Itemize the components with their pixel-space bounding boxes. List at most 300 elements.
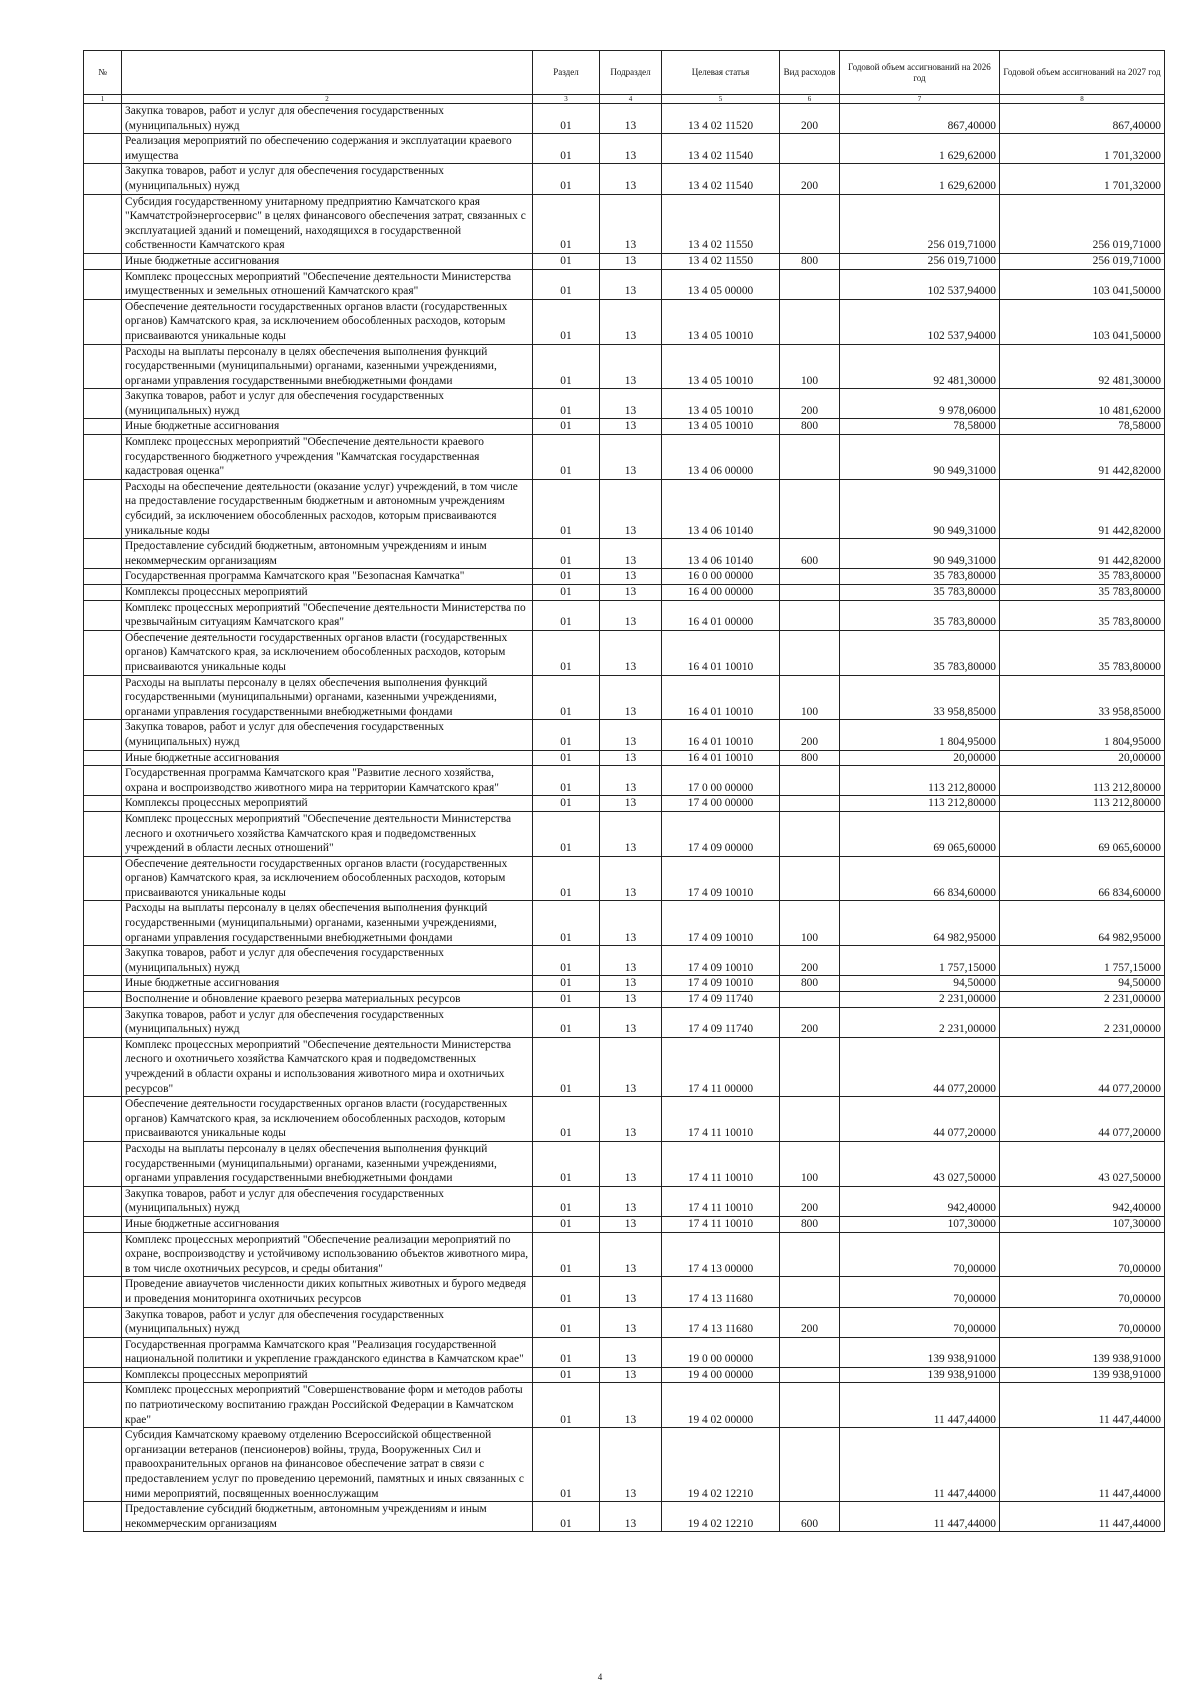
amount-2027-cell: 35 783,80000	[1000, 600, 1165, 630]
row-number-cell	[84, 1037, 122, 1096]
razdel-cell: 01	[533, 750, 600, 766]
amount-2026-cell: 256 019,71000	[840, 194, 1000, 253]
amount-2026-cell: 867,40000	[840, 104, 1000, 134]
header-row	[84, 51, 1165, 95]
amount-2026-cell: 70,00000	[840, 1307, 1000, 1337]
target-article-cell: 16 4 01 10010	[662, 675, 780, 720]
razdel-cell: 01	[533, 569, 600, 585]
expense-type-cell	[780, 479, 840, 538]
razdel-cell: 01	[533, 479, 600, 538]
row-number-cell	[84, 720, 122, 750]
description-cell: Субсидия государственному унитарному предприятию Камчатского края "Камчатстройэнергосервис" в целях финансового обеспечения затрат, связанных с эксплуатацией зданий и помещений, находящихся в государственной собственности Камчатского края	[122, 194, 533, 253]
razdel-cell: 01	[533, 720, 600, 750]
row-number-cell	[84, 976, 122, 992]
podrazdel-cell: 13	[600, 750, 662, 766]
target-article-cell: 13 4 06 10140	[662, 539, 780, 569]
description-cell: Восполнение и обновление краевого резерва материальных ресурсов	[122, 992, 533, 1008]
table-row	[84, 750, 1165, 766]
description-cell: Государственная программа Камчатского края "Безопасная Камчатка"	[122, 569, 533, 585]
expense-type-cell: 200	[780, 389, 840, 419]
amount-2026-cell: 44 077,20000	[840, 1037, 1000, 1096]
target-article-cell: 13 4 02 11520	[662, 104, 780, 134]
amount-2026-cell: 1 629,62000	[840, 134, 1000, 164]
expense-type-cell	[780, 1232, 840, 1277]
row-number-cell	[84, 194, 122, 253]
target-article-cell: 17 4 09 10010	[662, 976, 780, 992]
podrazdel-cell: 13	[600, 946, 662, 976]
amount-2026-cell: 1 757,15000	[840, 946, 1000, 976]
row-number-cell	[84, 750, 122, 766]
row-number-cell	[84, 585, 122, 601]
target-article-cell: 13 4 06 00000	[662, 435, 780, 480]
table-row	[84, 946, 1165, 976]
podrazdel-cell: 13	[600, 269, 662, 299]
podrazdel-cell: 13	[600, 1186, 662, 1216]
target-article-cell: 17 4 13 11680	[662, 1277, 780, 1307]
target-article-cell: 16 4 01 10010	[662, 750, 780, 766]
column-number-row	[84, 95, 1165, 104]
table-row	[84, 720, 1165, 750]
table-row	[84, 1367, 1165, 1383]
table-row	[84, 479, 1165, 538]
podrazdel-cell: 13	[600, 1141, 662, 1186]
amount-2027-cell: 1 757,15000	[1000, 946, 1165, 976]
description-cell: Закупка товаров, работ и услуг для обеспечения государственных (муниципальных) нужд	[122, 1307, 533, 1337]
podrazdel-cell: 13	[600, 419, 662, 435]
podrazdel-cell: 13	[600, 1307, 662, 1337]
podrazdel-cell: 13	[600, 344, 662, 389]
description-cell: Государственная программа Камчатского края "Реализация государственной национальной политики и укрепление гражданского единства в Камчатском крае"	[122, 1337, 533, 1367]
podrazdel-cell: 13	[600, 992, 662, 1008]
expense-type-cell: 200	[780, 1186, 840, 1216]
description-cell: Государственная программа Камчатского края "Развитие лесного хозяйства, охрана и воспроизводство животного мира на территории Камчатского края"	[122, 766, 533, 796]
amount-2027-cell: 11 447,44000	[1000, 1502, 1165, 1532]
podrazdel-cell: 13	[600, 1216, 662, 1232]
row-number-cell	[84, 479, 122, 538]
row-number-cell	[84, 104, 122, 134]
expense-type-cell: 600	[780, 1502, 840, 1532]
row-number-cell	[84, 1141, 122, 1186]
description-cell: Реализация мероприятий по обеспечению содержания и эксплуатации краевого имущества	[122, 134, 533, 164]
description-cell: Обеспечение деятельности государственных органов власти (государственных органов) Камчатского края, за исключением обособленных расходов, которым присваиваются уникальные коды	[122, 299, 533, 344]
description-cell: Обеспечение деятельности государственных органов власти (государственных органов) Камчатского края, за исключением обособленных расходов, которым присваиваются уникальные коды	[122, 630, 533, 675]
amount-2026-cell: 44 077,20000	[840, 1097, 1000, 1142]
podrazdel-cell: 13	[600, 389, 662, 419]
description-cell: Комплекс процессных мероприятий "Обеспечение деятельности Министерства лесного и охотничьего хозяйства Камчатского края и подведомственных учреждений в области лесных отношений"	[122, 811, 533, 856]
description-cell: Комплекс процессных мероприятий "Обеспечение реализации мероприятий по охране, воспроизводству и устойчивому использованию объектов животного мира, в том числе охотничьих ресурсов, и среды обитания"	[122, 1232, 533, 1277]
amount-2027-cell: 33 958,85000	[1000, 675, 1165, 720]
razdel-cell: 01	[533, 299, 600, 344]
target-article-cell: 17 4 00 00000	[662, 796, 780, 812]
header-podrazdel: Подраздел	[600, 51, 662, 95]
target-article-cell: 17 4 09 10010	[662, 946, 780, 976]
table-row	[84, 1097, 1165, 1142]
description-cell: Обеспечение деятельности государственных органов власти (государственных органов) Камчатского края, за исключением обособленных расходов, которым присваиваются уникальные коды	[122, 1097, 533, 1142]
podrazdel-cell: 13	[600, 1428, 662, 1502]
table-row	[84, 675, 1165, 720]
target-article-cell: 13 4 05 10010	[662, 419, 780, 435]
row-number-cell	[84, 856, 122, 901]
amount-2027-cell: 942,40000	[1000, 1186, 1165, 1216]
description-cell: Закупка товаров, работ и услуг для обеспечения государственных (муниципальных) нужд	[122, 389, 533, 419]
description-cell: Комплексы процессных мероприятий	[122, 796, 533, 812]
description-cell: Предоставление субсидий бюджетным, автономным учреждениям и иным некоммерческим организациям	[122, 539, 533, 569]
description-cell: Комплекс процессных мероприятий "Совершенствование форм и методов работы по патриотическому воспитанию граждан Российской Федерации в Камчатском крае"	[122, 1383, 533, 1428]
amount-2027-cell: 64 982,95000	[1000, 901, 1165, 946]
amount-2026-cell: 139 938,91000	[840, 1367, 1000, 1383]
table-row	[84, 389, 1165, 419]
column-number: 1	[84, 95, 122, 104]
expense-type-cell	[780, 630, 840, 675]
razdel-cell: 01	[533, 389, 600, 419]
description-cell: Иные бюджетные ассигнования	[122, 253, 533, 269]
table-row	[84, 856, 1165, 901]
target-article-cell: 13 4 06 10140	[662, 479, 780, 538]
amount-2027-cell: 103 041,50000	[1000, 299, 1165, 344]
description-cell: Обеспечение деятельности государственных органов власти (государственных органов) Камчатского края, за исключением обособленных расходов, которым присваиваются уникальные коды	[122, 856, 533, 901]
amount-2027-cell: 139 938,91000	[1000, 1337, 1165, 1367]
amount-2027-cell: 1 701,32000	[1000, 134, 1165, 164]
podrazdel-cell: 13	[600, 134, 662, 164]
razdel-cell: 01	[533, 1007, 600, 1037]
table-row	[84, 1141, 1165, 1186]
razdel-cell: 01	[533, 1232, 600, 1277]
description-cell: Закупка товаров, работ и услуг для обеспечения государственных (муниципальных) нужд	[122, 164, 533, 194]
podrazdel-cell: 13	[600, 901, 662, 946]
razdel-cell: 01	[533, 1186, 600, 1216]
amount-2027-cell: 113 212,80000	[1000, 766, 1165, 796]
amount-2026-cell: 66 834,60000	[840, 856, 1000, 901]
amount-2026-cell: 69 065,60000	[840, 811, 1000, 856]
expense-type-cell: 800	[780, 750, 840, 766]
razdel-cell: 01	[533, 675, 600, 720]
row-number-cell	[84, 630, 122, 675]
table-row	[84, 134, 1165, 164]
target-article-cell: 13 4 05 00000	[662, 269, 780, 299]
table-row	[84, 1037, 1165, 1096]
expense-type-cell: 800	[780, 253, 840, 269]
expense-type-cell: 800	[780, 419, 840, 435]
expense-type-cell	[780, 1337, 840, 1367]
amount-2027-cell: 78,58000	[1000, 419, 1165, 435]
target-article-cell: 19 4 02 00000	[662, 1383, 780, 1428]
expense-type-cell	[780, 435, 840, 480]
column-number: 5	[662, 95, 780, 104]
razdel-cell: 01	[533, 1037, 600, 1096]
amount-2026-cell: 139 938,91000	[840, 1337, 1000, 1367]
row-number-cell	[84, 1428, 122, 1502]
podrazdel-cell: 13	[600, 1277, 662, 1307]
amount-2027-cell: 35 783,80000	[1000, 585, 1165, 601]
expense-type-cell: 100	[780, 344, 840, 389]
row-number-cell	[84, 796, 122, 812]
description-cell: Комплекс процессных мероприятий "Обеспечение деятельности Министерства по чрезвычайным ситуациям Камчатского края"	[122, 600, 533, 630]
description-cell: Комплекс процессных мероприятий "Обеспечение деятельности Министерства имущественных и земельных отношений Камчатского края"	[122, 269, 533, 299]
column-number: 3	[533, 95, 600, 104]
razdel-cell: 01	[533, 1141, 600, 1186]
amount-2027-cell: 35 783,80000	[1000, 569, 1165, 585]
row-number-cell	[84, 600, 122, 630]
table-body	[84, 104, 1165, 1532]
page-number: 4	[597, 1672, 603, 1682]
target-article-cell: 17 4 11 10010	[662, 1216, 780, 1232]
target-article-cell: 13 4 02 11540	[662, 164, 780, 194]
row-number-cell	[84, 675, 122, 720]
expense-type-cell	[780, 1277, 840, 1307]
expense-type-cell	[780, 1428, 840, 1502]
amount-2026-cell: 35 783,80000	[840, 569, 1000, 585]
row-number-cell	[84, 435, 122, 480]
podrazdel-cell: 13	[600, 766, 662, 796]
razdel-cell: 01	[533, 630, 600, 675]
amount-2026-cell: 11 447,44000	[840, 1502, 1000, 1532]
header-target-article: Целевая статья	[662, 51, 780, 95]
target-article-cell: 17 4 09 10010	[662, 856, 780, 901]
expense-type-cell	[780, 585, 840, 601]
expense-type-cell	[780, 569, 840, 585]
amount-2027-cell: 70,00000	[1000, 1277, 1165, 1307]
header-amount-2027: Годовой объем ассигнований на 2027 год	[1000, 51, 1165, 95]
target-article-cell: 16 4 00 00000	[662, 585, 780, 601]
podrazdel-cell: 13	[600, 104, 662, 134]
podrazdel-cell: 13	[600, 1037, 662, 1096]
table-row	[84, 796, 1165, 812]
amount-2026-cell: 1 629,62000	[840, 164, 1000, 194]
amount-2027-cell: 107,30000	[1000, 1216, 1165, 1232]
target-article-cell: 19 4 02 12210	[662, 1502, 780, 1532]
expense-type-cell: 800	[780, 976, 840, 992]
expense-type-cell: 600	[780, 539, 840, 569]
target-article-cell: 17 4 09 11740	[662, 992, 780, 1008]
row-number-cell	[84, 811, 122, 856]
table-row	[84, 435, 1165, 480]
podrazdel-cell: 13	[600, 811, 662, 856]
amount-2027-cell: 10 481,62000	[1000, 389, 1165, 419]
podrazdel-cell: 13	[600, 1097, 662, 1142]
row-number-cell	[84, 1337, 122, 1367]
razdel-cell: 01	[533, 134, 600, 164]
expense-type-cell	[780, 194, 840, 253]
amount-2027-cell: 103 041,50000	[1000, 269, 1165, 299]
target-article-cell: 13 4 05 10010	[662, 389, 780, 419]
target-article-cell: 19 4 00 00000	[662, 1367, 780, 1383]
table-row	[84, 766, 1165, 796]
row-number-cell	[84, 1383, 122, 1428]
razdel-cell: 01	[533, 946, 600, 976]
expense-type-cell: 200	[780, 720, 840, 750]
table-row	[84, 1216, 1165, 1232]
amount-2027-cell: 2 231,00000	[1000, 992, 1165, 1008]
podrazdel-cell: 13	[600, 630, 662, 675]
header-number: №	[84, 51, 122, 95]
amount-2026-cell: 1 804,95000	[840, 720, 1000, 750]
target-article-cell: 19 4 02 12210	[662, 1428, 780, 1502]
description-cell: Иные бюджетные ассигнования	[122, 976, 533, 992]
row-number-cell	[84, 1007, 122, 1037]
description-cell: Предоставление субсидий бюджетным, автономным учреждениям и иным некоммерческим организациям	[122, 1502, 533, 1532]
description-cell: Расходы на выплаты персоналу в целях обеспечения выполнения функций государственными (муниципальными) органами, казенными учреждениями, органами управления государственными внебюджетными фондами	[122, 901, 533, 946]
target-article-cell: 13 4 02 11550	[662, 253, 780, 269]
amount-2027-cell: 91 442,82000	[1000, 435, 1165, 480]
table-row	[84, 104, 1165, 134]
row-number-cell	[84, 946, 122, 976]
amount-2027-cell: 66 834,60000	[1000, 856, 1165, 901]
amount-2026-cell: 11 447,44000	[840, 1383, 1000, 1428]
column-number: 8	[1000, 95, 1165, 104]
description-cell: Комплекс процессных мероприятий "Обеспечение деятельности краевого государственного бюджетного учреждения "Камчатская государственная кадастровая оценка"	[122, 435, 533, 480]
amount-2026-cell: 70,00000	[840, 1277, 1000, 1307]
row-number-cell	[84, 1367, 122, 1383]
table-row	[84, 344, 1165, 389]
expense-type-cell	[780, 299, 840, 344]
table-row	[84, 269, 1165, 299]
razdel-cell: 01	[533, 344, 600, 389]
description-cell: Иные бюджетные ассигнования	[122, 750, 533, 766]
table-row	[84, 419, 1165, 435]
razdel-cell: 01	[533, 539, 600, 569]
row-number-cell	[84, 344, 122, 389]
podrazdel-cell: 13	[600, 1502, 662, 1532]
razdel-cell: 01	[533, 811, 600, 856]
target-article-cell: 19 0 00 00000	[662, 1337, 780, 1367]
description-cell: Закупка товаров, работ и услуг для обеспечения государственных (муниципальных) нужд	[122, 104, 533, 134]
column-number: 6	[780, 95, 840, 104]
table-row	[84, 630, 1165, 675]
razdel-cell: 01	[533, 585, 600, 601]
amount-2027-cell: 2 231,00000	[1000, 1007, 1165, 1037]
amount-2027-cell: 91 442,82000	[1000, 539, 1165, 569]
podrazdel-cell: 13	[600, 194, 662, 253]
row-number-cell	[84, 1307, 122, 1337]
razdel-cell: 01	[533, 164, 600, 194]
razdel-cell: 01	[533, 253, 600, 269]
amount-2026-cell: 94,50000	[840, 976, 1000, 992]
amount-2026-cell: 90 949,31000	[840, 539, 1000, 569]
table-row	[84, 992, 1165, 1008]
target-article-cell: 13 4 05 10010	[662, 299, 780, 344]
amount-2027-cell: 70,00000	[1000, 1232, 1165, 1277]
target-article-cell: 13 4 05 10010	[662, 344, 780, 389]
podrazdel-cell: 13	[600, 299, 662, 344]
razdel-cell: 01	[533, 104, 600, 134]
row-number-cell	[84, 389, 122, 419]
podrazdel-cell: 13	[600, 569, 662, 585]
expense-type-cell	[780, 796, 840, 812]
amount-2026-cell: 35 783,80000	[840, 600, 1000, 630]
amount-2027-cell: 91 442,82000	[1000, 479, 1165, 538]
target-article-cell: 17 4 11 10010	[662, 1141, 780, 1186]
amount-2026-cell: 70,00000	[840, 1232, 1000, 1277]
razdel-cell: 01	[533, 435, 600, 480]
target-article-cell: 17 4 11 10010	[662, 1097, 780, 1142]
podrazdel-cell: 13	[600, 479, 662, 538]
table-row	[84, 901, 1165, 946]
row-number-cell	[84, 1186, 122, 1216]
table-row	[84, 1277, 1165, 1307]
amount-2026-cell: 64 982,95000	[840, 901, 1000, 946]
amount-2027-cell: 92 481,30000	[1000, 344, 1165, 389]
razdel-cell: 01	[533, 1367, 600, 1383]
row-number-cell	[84, 419, 122, 435]
row-number-cell	[84, 901, 122, 946]
description-cell: Иные бюджетные ассигнования	[122, 1216, 533, 1232]
expense-type-cell: 200	[780, 1007, 840, 1037]
razdel-cell: 01	[533, 1097, 600, 1142]
row-number-cell	[84, 1502, 122, 1532]
target-article-cell: 16 4 01 10010	[662, 630, 780, 675]
amount-2026-cell: 113 212,80000	[840, 796, 1000, 812]
razdel-cell: 01	[533, 419, 600, 435]
razdel-cell: 01	[533, 856, 600, 901]
amount-2026-cell: 35 783,80000	[840, 585, 1000, 601]
amount-2026-cell: 90 949,31000	[840, 435, 1000, 480]
column-number: 7	[840, 95, 1000, 104]
amount-2027-cell: 11 447,44000	[1000, 1428, 1165, 1502]
description-cell: Расходы на выплаты персоналу в целях обеспечения выполнения функций государственными (муниципальными) органами, казенными учреждениями, органами управления государственными внебюджетными фондами	[122, 344, 533, 389]
podrazdel-cell: 13	[600, 1232, 662, 1277]
expense-type-cell: 100	[780, 901, 840, 946]
budget-table-sheet	[83, 50, 1164, 1532]
razdel-cell: 01	[533, 976, 600, 992]
target-article-cell: 13 4 02 11550	[662, 194, 780, 253]
description-cell: Субсидия Камчатскому краевому отделению Всероссийской общественной организации ветеранов (пенсионеров) войны, труда, Вооруженных Сил и правоохранительных органов на финансовое обеспечение затрат в связи с предоставлением услуг по проведению церемоний, памятных и иных связанных с ними мероприятий, посвященных военнослужащим	[122, 1428, 533, 1502]
column-number: 2	[122, 95, 533, 104]
razdel-cell: 01	[533, 1383, 600, 1428]
table-row	[84, 1007, 1165, 1037]
podrazdel-cell: 13	[600, 253, 662, 269]
row-number-cell	[84, 253, 122, 269]
amount-2027-cell: 1 804,95000	[1000, 720, 1165, 750]
podrazdel-cell: 13	[600, 600, 662, 630]
table-row	[84, 1232, 1165, 1277]
row-number-cell	[84, 134, 122, 164]
description-cell: Расходы на обеспечение деятельности (оказание услуг) учреждений, в том числе на предоставление государственным бюджетным и автономным учреждениям субсидий, за исключением обособленных расходов, которым присваиваются уникальные коды	[122, 479, 533, 538]
description-cell: Закупка товаров, работ и услуг для обеспечения государственных (муниципальных) нужд	[122, 946, 533, 976]
header-amount-2026: Годовой объем ассигнований на 2026 год	[840, 51, 1000, 95]
table-row	[84, 253, 1165, 269]
amount-2026-cell: 78,58000	[840, 419, 1000, 435]
table-row	[84, 811, 1165, 856]
table-row	[84, 976, 1165, 992]
amount-2026-cell: 20,00000	[840, 750, 1000, 766]
razdel-cell: 01	[533, 992, 600, 1008]
target-article-cell: 17 4 11 00000	[662, 1037, 780, 1096]
razdel-cell: 01	[533, 1307, 600, 1337]
table-row	[84, 539, 1165, 569]
amount-2027-cell: 11 447,44000	[1000, 1383, 1165, 1428]
target-article-cell: 16 0 00 00000	[662, 569, 780, 585]
razdel-cell: 01	[533, 1277, 600, 1307]
table-row	[84, 194, 1165, 253]
target-article-cell: 17 4 09 00000	[662, 811, 780, 856]
amount-2027-cell: 70,00000	[1000, 1307, 1165, 1337]
description-cell: Закупка товаров, работ и услуг для обеспечения государственных (муниципальных) нужд	[122, 1186, 533, 1216]
expense-type-cell: 200	[780, 1307, 840, 1337]
table-row	[84, 600, 1165, 630]
description-cell: Закупка товаров, работ и услуг для обеспечения государственных (муниципальных) нужд	[122, 1007, 533, 1037]
amount-2027-cell: 44 077,20000	[1000, 1097, 1165, 1142]
expense-type-cell	[780, 600, 840, 630]
amount-2026-cell: 102 537,94000	[840, 269, 1000, 299]
amount-2026-cell: 2 231,00000	[840, 1007, 1000, 1037]
target-article-cell: 17 4 09 11740	[662, 1007, 780, 1037]
table-row	[84, 1502, 1165, 1532]
target-article-cell: 17 4 13 11680	[662, 1307, 780, 1337]
expense-type-cell	[780, 992, 840, 1008]
table-row	[84, 1383, 1165, 1428]
expense-type-cell	[780, 1383, 840, 1428]
expense-type-cell	[780, 1037, 840, 1096]
